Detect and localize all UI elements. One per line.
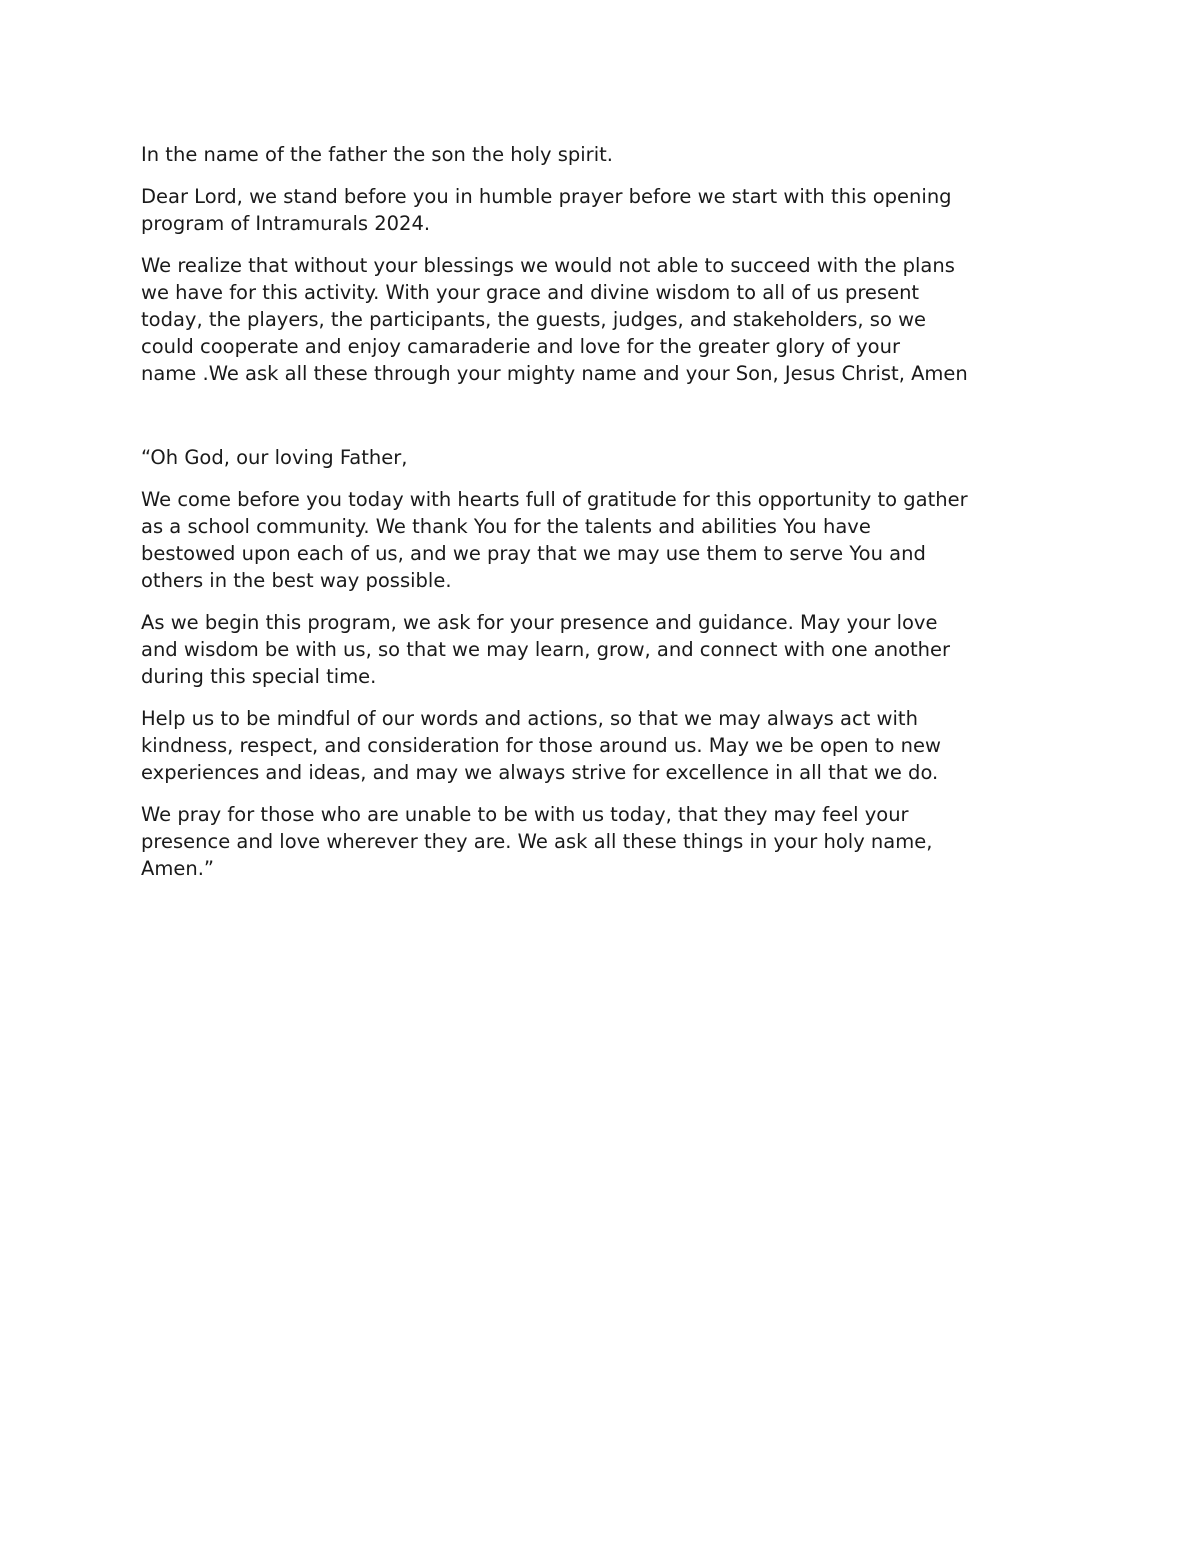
paragraph-dear-lord: Dear Lord, we stand before you in humble prayer before we start with this opening program of Intramurals 2024. <box>141 184 952 235</box>
paragraph-we-come-before-you: We come before you today with hearts full of gratitude for this opportunity to gather as a school community. We thank You for the talents and abilities You have bestowed upon each of us, and we pray that we may use them to serve You and others in the best way possible. <box>141 487 968 593</box>
paragraph-help-us: Help us to be mindful of our words and actions, so that we may always act with kindness, respect, and consideration for those around us. May we be open to new experiences and ideas, and may we always strive for excellence in all that we do. <box>141 706 941 785</box>
paragraph-we-pray: We pray for those who are unable to be with us today, that they may feel your presence and love wherever they are. We ask all these things in your holy name, Amen.” <box>141 803 933 881</box>
paragraph-opening-sign-of-cross: In the name of the father the son the holy spirit. <box>141 143 613 166</box>
paragraph-we-realize: We realize that without your blessings we would not able to succeed with the plans we have for this activity. With your grace and divine wisdom to all of us present today, the players, the participants, the guests, judges, and stakeholders, so we could cooperate and enjoy camaraderie and love for the greater glory of your name .We ask all these through your mighty name and your Son, Jesus Christ, Amen <box>141 253 968 386</box>
paragraph-as-we-begin: As we begin this program, we ask for your presence and guidance. May your love and wisdom be with us, so that we may learn, grow, and connect with one another during this special time. <box>141 610 951 689</box>
blank-line <box>141 402 1071 429</box>
paragraph-oh-god: “Oh God, our loving Father, <box>141 445 408 469</box>
document-body <box>141 141 1071 897</box>
